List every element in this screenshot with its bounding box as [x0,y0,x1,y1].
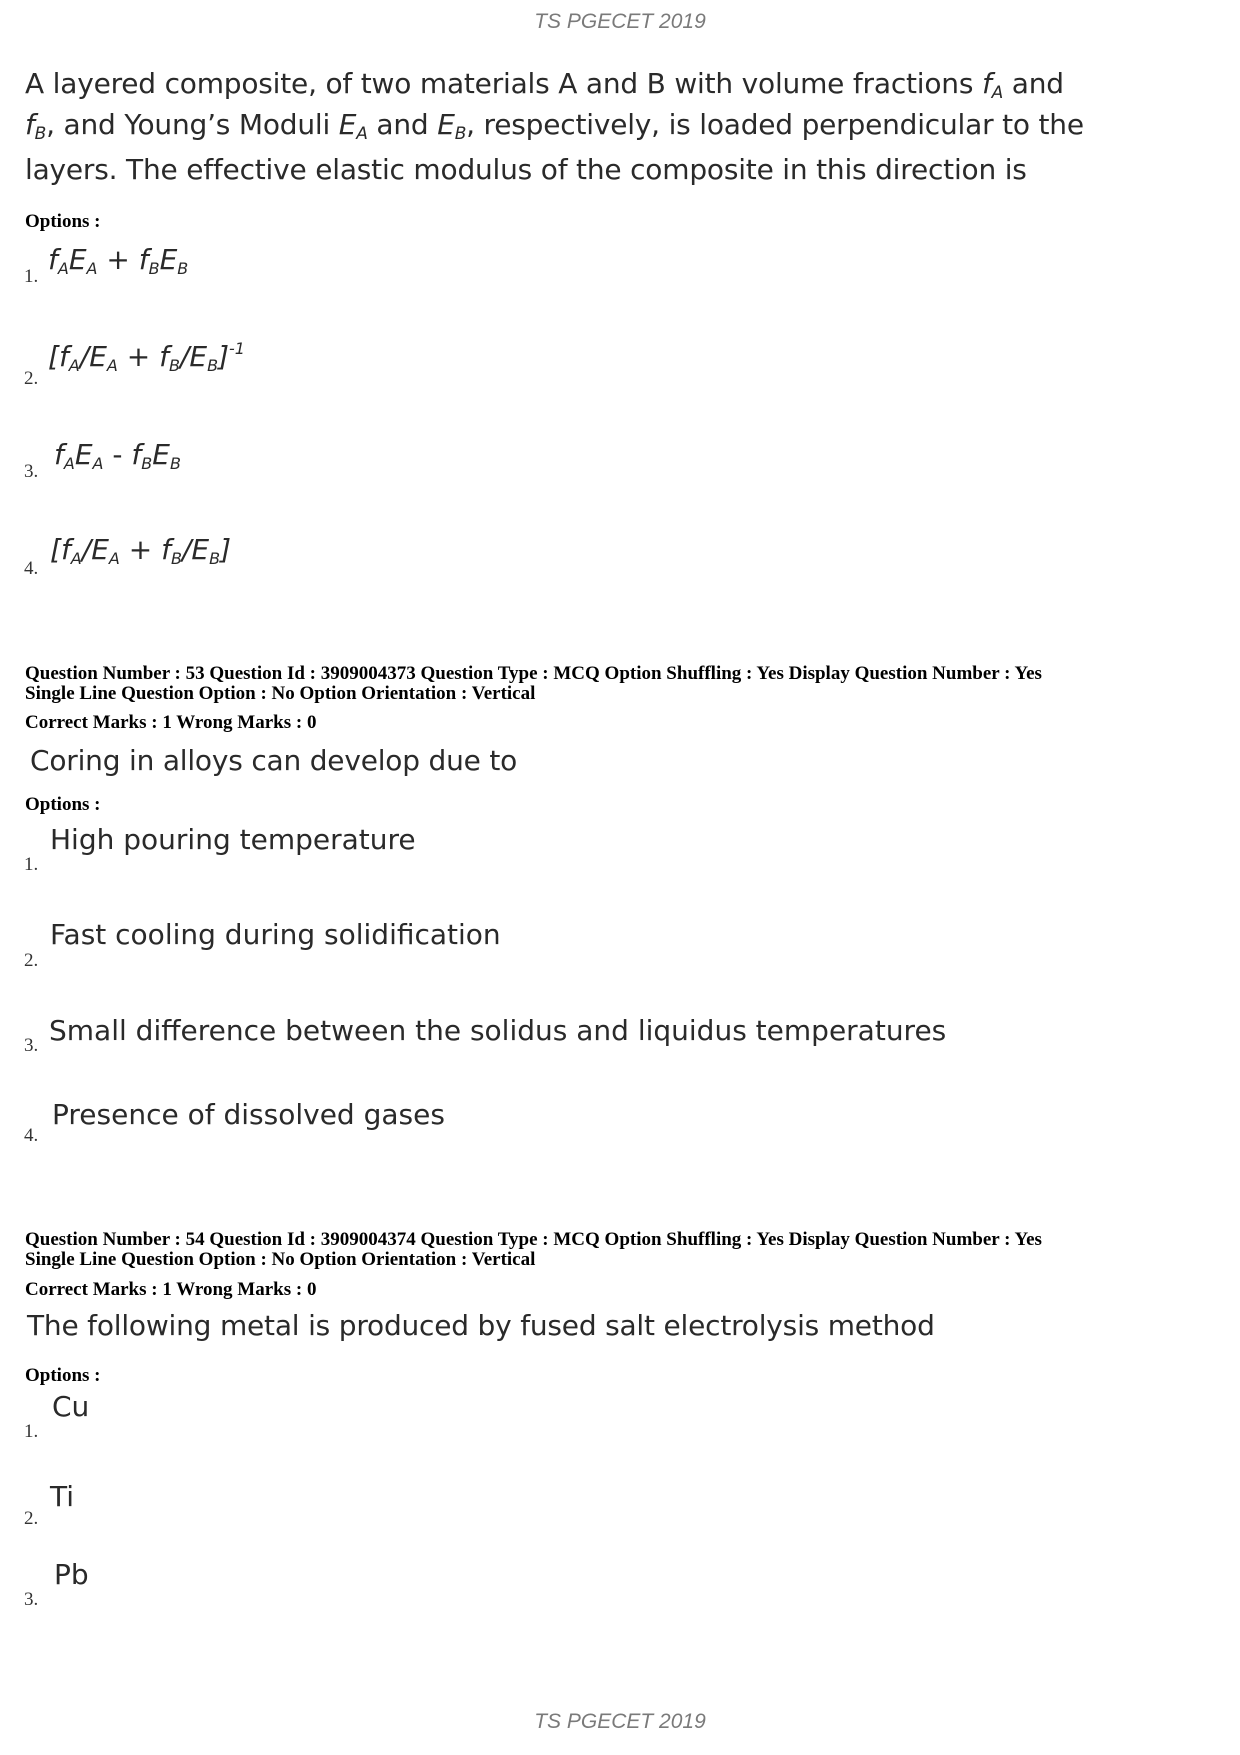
q54-option-3-number: 3. [24,1589,39,1610]
q54-meta-line2: Single Line Question Option : No Option Orientation : Vertical [25,1249,536,1270]
sym-A: A [356,124,368,144]
sym-B: B [209,549,221,568]
q53-option-3-text: Small difference between the solidus and liquidus temperatures [49,1014,947,1047]
sym-B: B [169,454,181,473]
sym-slash: / [81,533,92,566]
q52-stem-and: and [376,108,429,141]
sym-E: E [437,108,455,141]
sym-B: B [148,259,160,278]
sym-f: f [981,67,992,100]
sym-minus: - [112,438,123,471]
q53-options-label: Options : [25,794,101,815]
sym-f: f [60,533,71,566]
sym-A: A [70,549,82,568]
q52-option-1-formula [48,243,188,276]
q52-option-3-formula [54,438,181,471]
q53-stem: Coring in alloys can develop due to [30,744,518,777]
sym-A: A [68,356,80,375]
q52-stem-text-2b: , respectively, is loaded perpendicular to the [466,108,1084,141]
q52-stem-and: and [1011,67,1064,100]
sym-f: f [159,340,169,373]
sym-lbr: [ [50,533,61,566]
q53-option-1-text: High pouring temperature [50,823,416,856]
sym-A: A [991,83,1004,103]
q54-option-1-text: Cu [52,1390,90,1423]
sym-rbr: ] [218,340,230,373]
sym-B: B [168,356,180,375]
sym-f: f [161,533,171,566]
q52-option-3-number: 3. [24,461,39,482]
q53-option-3-number: 3. [24,1035,39,1056]
sym-B: B [170,549,182,568]
sym-B: B [34,124,47,144]
sym-A: A [86,259,98,278]
q53-marks: Correct Marks : 1 Wrong Marks : 0 [25,712,317,733]
sym-E: E [338,108,357,141]
q53-meta-line1: Question Number : 53 Question Id : 3909004373 Question Type : MCQ Option Shuffling : Yes Display Question Number : Yes [25,663,1042,684]
sym-E: E [91,533,109,566]
sym-B: B [141,454,153,473]
q54-option-1-number: 1. [24,1421,39,1442]
q52-option-4-number: 4. [24,558,39,579]
sym-inverse: -1 [229,339,245,358]
sym-slash: / [79,340,90,373]
sym-lbr: [ [48,340,59,373]
sym-E: E [152,438,170,471]
q53-meta-line2: Single Line Question Option : No Option Orientation : Vertical [25,683,536,704]
q52-stem-line1 [25,61,1064,107]
q53-option-4-number: 4. [24,1125,39,1146]
sym-E: E [74,438,93,471]
sym-E: E [159,243,178,276]
sym-f: f [25,108,35,141]
q54-options-label: Options : [25,1365,101,1386]
sym-f: f [58,340,69,373]
sym-f: f [48,243,58,276]
sym-f: f [131,438,142,471]
sym-f: f [138,243,149,276]
q53-option-1-number: 1. [24,854,39,875]
q52-option-2-formula [48,340,245,373]
sym-slash: / [179,340,190,373]
sym-rbr: ] [220,533,232,566]
q52-option-2-number: 2. [24,368,39,389]
sym-E: E [68,243,87,276]
q52-stem-text-2a: , and Young’s Moduli [46,108,331,141]
sym-A: A [92,454,104,473]
q52-stem-text-1: A layered composite, of two materials A and B with volume fractions [25,67,974,100]
page-footer-title: TS PGECET 2019 [534,1710,706,1733]
q54-option-2-number: 2. [24,1508,39,1529]
q53-option-4-text: Presence of dissolved gases [52,1098,445,1131]
sym-A: A [106,356,118,375]
sym-plus: + [128,533,153,566]
sym-f: f [54,438,64,471]
sym-A: A [63,454,75,473]
sym-A: A [57,259,69,278]
sym-B: B [454,124,467,144]
q52-option-4-formula [50,533,231,566]
q54-option-3-text: Pb [54,1558,89,1591]
sym-B: B [177,259,189,278]
q54-stem: The following metal is produced by fused salt electrolysis method [27,1309,935,1342]
q54-meta-line1: Question Number : 54 Question Id : 3909004374 Question Type : MCQ Option Shuffling : Yes Display Question Number : Yes [25,1229,1042,1250]
sym-E: E [191,533,210,566]
q52-stem-line3: layers. The effective elastic modulus of the composite in this direction is [25,153,1027,186]
q54-option-2-text: Ti [50,1480,75,1513]
sym-E: E [89,340,107,373]
q52-stem-line2 [25,102,1084,148]
q53-option-2-text: Fast cooling during solidification [50,918,501,951]
sym-slash: / [181,533,192,566]
q54-marks: Correct Marks : 1 Wrong Marks : 0 [25,1279,317,1300]
q53-option-2-number: 2. [24,950,39,971]
sym-plus: + [126,340,151,373]
q52-options-label: Options : [25,211,101,232]
sym-plus: + [106,243,130,276]
sym-A: A [108,549,120,568]
sym-E: E [189,340,208,373]
sym-B: B [207,356,219,375]
q52-option-1-number: 1. [24,266,39,287]
page-header-title: TS PGECET 2019 [534,10,706,33]
